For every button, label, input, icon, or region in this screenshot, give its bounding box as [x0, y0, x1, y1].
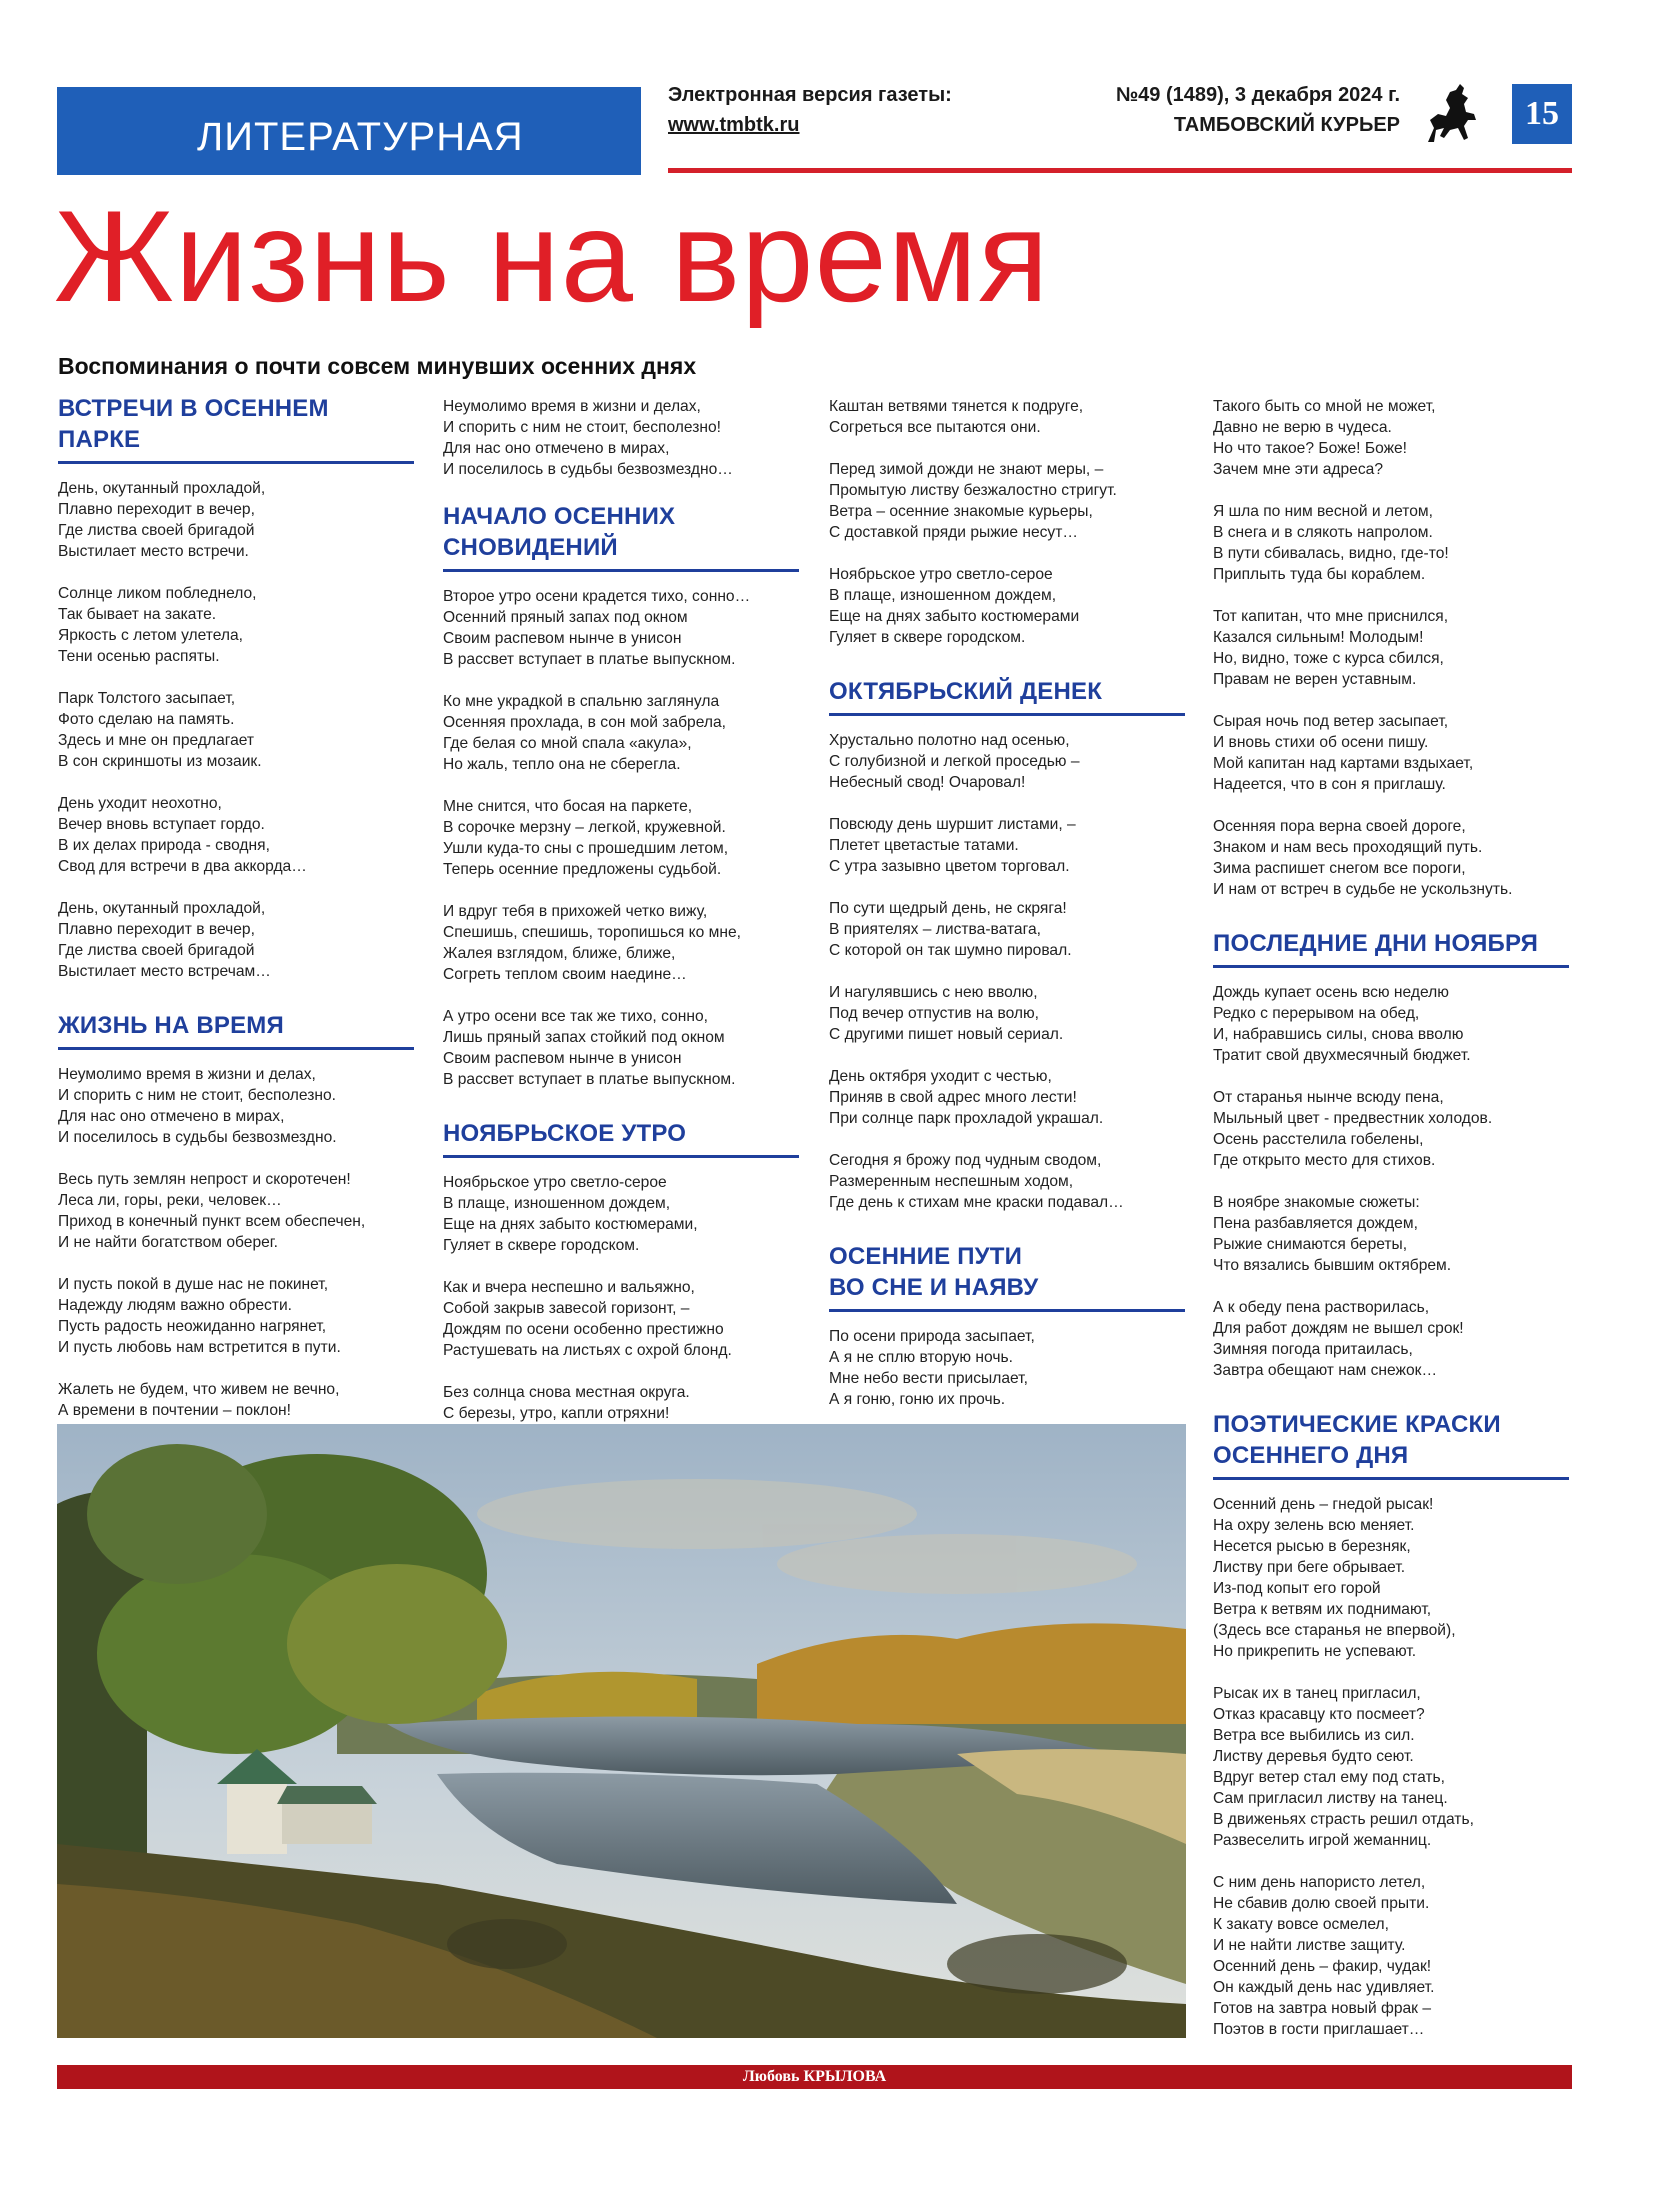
- stanza: Парк Толстого засыпает, Фото сделаю на память. Здесь и мне он предлагает В сон скриншоты из мозаик.: [58, 690, 262, 770]
- stanza: И вдруг тебя в прихожей четко вижу, Спешишь, спешишь, торопишься ко мне, Жалея взглядом, ближе, ближе, Согреть теплом своим наедине…: [443, 903, 742, 983]
- stanza: Осенний день – гнедой рысак! На охру зелень всю меняет. Несется рысью в березняк, Листву при беге обрывает. Из-под копыт его горой Ветра к ветвям их поднимают, (Здесь все старанья не впервой), Но прикрепить не успевают.: [1213, 1496, 1456, 1660]
- header-rule: [668, 168, 1572, 173]
- stanza: А утро осени все так же тихо, сонно, Лишь пряный запах стойкий под окном Своим распевом нынче в унисон В рассвет вступает в платье выпускном.: [443, 1008, 736, 1088]
- poem-heading: НОЯБРЬСКОЕ УТРО: [443, 1118, 799, 1158]
- stanza: Ноябрьское утро светло-серое В плаще, изношенном дождем, Еще на днях забыто костюмерами, Гуляет в сквере городском.: [443, 1174, 698, 1254]
- stanza: Без солнца снова местная округа. С березы, утро, капли отряхни!: [443, 1384, 690, 1422]
- column-4: [1213, 396, 1569, 2061]
- stanza: Осенняя пора верна своей дороге, Знаком и нам весь проходящий путь. Зима распишет снегом все пороги, И нам от встреч в судьбе не ускользнуть.: [1213, 818, 1513, 898]
- poem-heading: ВСТРЕЧИ В ОСЕННЕМ ПАРКЕ: [58, 393, 414, 464]
- horse-rider-logo-icon: [1420, 80, 1480, 150]
- section-banner: [57, 87, 641, 175]
- stanza: Неумолимо время в жизни и делах, И спорить с ним не стоит, бесполезно. Для нас оно отмечено в мирах, И поселилось в судьбы безвозмездно.: [58, 1066, 337, 1146]
- stanza: По сути щедрый день, не скряга! В приятелях – листва-ватага, С которой он так шумно пировал.: [829, 900, 1072, 959]
- stanza: День, окутанный прохладой, Плавно переходит в вечер, Где листва своей бригадой Выстилает место встречам…: [58, 900, 271, 980]
- page-title: Жизнь на время: [54, 183, 1050, 329]
- stanza: Такого быть со мной не может, Давно не верю в чудеса. Но что такое? Боже! Боже! Зачем мне эти адреса?: [1213, 398, 1436, 478]
- edition-label: Электронная версия газеты:: [668, 84, 952, 106]
- stanza: Ко мне украдкой в спальню заглянула Осенняя прохлада, в сон мой забрела, Где белая со мной спала «акула», Но жаль, тепло она не сберегла.: [443, 693, 726, 773]
- column-2: [443, 396, 799, 1445]
- stanza: Мне снится, что босая на паркете, В сорочке мерзну – легкой, кружевной. Ушли куда-то сны с прошедшим летом, Теперь осенние предложены судьбой.: [443, 798, 729, 878]
- site-link[interactable]: www.tmbtk.ru: [668, 114, 800, 136]
- stanza: И пусть покой в душе нас не покинет, Надежду людям важно обрести. Пусть радость неожиданно нагрянет, И пусть любовь нам встретится в пути.: [58, 1276, 341, 1356]
- stanza: Хрустально полотно над осенью, С голубизной и легкой проседью – Небесный свод! Очаровал!: [829, 732, 1080, 791]
- page-subtitle: Воспоминания о почти совсем минувших осенних днях: [58, 353, 697, 379]
- stanza: А к обеду пена растворилась, Для работ дождям не вышел срок! Зимняя погода притаилась, Завтра обещают нам снежок…: [1213, 1299, 1464, 1379]
- stanza: Рысак их в танец пригласил, Отказ красавцу кто посмеет? Ветра все выбились из сил. Листву деревья будто сеют. Вдруг ветер стал ему под стать, Сам пригласил листву на танец. В движеньях страсть решил отдать, Развеселить игрой жеманниц.: [1213, 1685, 1474, 1849]
- stanza: Перед зимой дожди не знают меры, – Промытую листву безжалостно стригут. Ветра – осенние знакомые курьеры, С доставкой пряди рыжие несут…: [829, 461, 1117, 541]
- poem-heading: ПОЭТИЧЕСКИЕ КРАСКИ ОСЕННЕГО ДНЯ: [1213, 1409, 1569, 1480]
- stanza: От старанья нынче всюду пена, Мыльный цвет - предвестник холодов. Осень расстелила гобелены, Где открыто место для стихов.: [1213, 1089, 1493, 1169]
- stanza: В ноябре знакомые сюжеты: Пена разбавляется дождем, Рыжие снимаются береты, Что вязались бывшим октябрем.: [1213, 1194, 1452, 1274]
- stanza: Солнце ликом побледнело, Так бывает на закате. Яркость с летом улетела, Тени осенью распяты.: [58, 585, 257, 665]
- poem-heading: ОКТЯБРЬСКИЙ ДЕНЕК: [829, 676, 1185, 716]
- stanza: День уходит неохотно, Вечер вновь вступает гордо. В их делах природа - сводня, Свод для встречи в два аккорда…: [58, 795, 307, 875]
- page-number: 15: [1512, 84, 1572, 144]
- issue-info: №49 (1489), 3 декабря 2024 г.: [1115, 84, 1400, 106]
- author-name: Любовь КРЫЛОВА: [742, 2068, 887, 2085]
- stanza: Весь путь землян непрост и скоротечен! Леса ли, горы, реки, человек… Приход в конечный пункт всем обеспечен, И не найти богатством оберег.: [58, 1171, 366, 1251]
- poem-heading: НАЧАЛО ОСЕННИХ СНОВИДЕНИЙ: [443, 501, 799, 572]
- stanza: Второе утро осени крадется тихо, сонно… Осенний пряный запах под окном Своим распевом нынче в унисон В рассвет вступает в платье выпускном.: [443, 588, 751, 668]
- stanza: По осени природа засыпает, А я не сплю вторую ночь. Мне небо вести присылает, А я гоню, гоню их прочь.: [829, 1328, 1035, 1408]
- stanza: И нагулявшись с нею вволю, Под вечер отпустив на волю, С другими пишет новый сериал.: [829, 984, 1064, 1043]
- stanza: Я шла по ним весной и летом, В снега и в слякоть напролом. В пути сбивалась, видно, где-то! Приплыть туда бы кораблем.: [1213, 503, 1449, 583]
- autumn-river-photo: [57, 1424, 1186, 2038]
- section-name: ЛИТЕРАТУРНАЯ: [197, 115, 524, 159]
- stanza: Ноябрьское утро светло-серое В плаще, изношенном дождем, Еще на днях забыто костюмерами Гуляет в сквере городском.: [829, 566, 1080, 646]
- stanza: Неумолимо время в жизни и делах, И спорить с ним не стоит, бесполезно! Для нас оно отмечено в мирах, И поселилось в судьбы безвозмездно…: [443, 398, 733, 478]
- poem-heading: ПОСЛЕДНИЕ ДНИ НОЯБРЯ: [1213, 928, 1569, 968]
- poem-heading: ОСЕННИЕ ПУТИ ВО СНЕ И НАЯВУ: [829, 1241, 1185, 1312]
- stanza: Сегодня я брожу под чудным сводом, Размеренным неспешным ходом, Где день к стихам мне краски подавал…: [829, 1152, 1124, 1211]
- stanza: Повсюду день шуршит листами, – Плетет цветастые татами. С утра зазывно цветом торговал.: [829, 816, 1076, 875]
- stanza: Тот капитан, что мне приснился, Казался сильным! Молодым! Но, видно, тоже с курса сбился, Правам не верен уставным.: [1213, 608, 1449, 688]
- stanza: Как и вчера неспешно и вальяжно, Собой закрыв завесой горизонт, – Дождям по осени особенно престижно Растушевать на листьях с охрой блонд.: [443, 1279, 732, 1359]
- stanza: Жалеть не будем, что живем не вечно, А времени в почтении – поклон!: [58, 1381, 340, 1419]
- stanza: День, окутанный прохладой, Плавно переходит в вечер, Где листва своей бригадой Выстилает место встречи.: [58, 480, 266, 560]
- publication-name: ТАМБОВСКИЙ КУРЬЕР: [1173, 114, 1400, 136]
- poem-heading: ЖИЗНЬ НА ВРЕМЯ: [58, 1010, 414, 1050]
- stanza: Сырая ночь под ветер засыпает, И вновь стихи об осени пишу. Мой капитан над картами вздыхает, Надеется, что в сон я приглашу.: [1213, 713, 1474, 793]
- column-3: [829, 396, 1185, 1431]
- stanza: Дождь купает осень всю неделю Редко с перерывом на обед, И, набравшись силы, снова вволю Тратит свой двухмесячный бюджет.: [1213, 984, 1471, 1064]
- stanza: С ним день напористо летел, Не сбавив долю своей прыти. К закату вовсе осмелел, И не найти листве защиту. Осенний день – факир, чудак! Он каждый день нас удивляет. Готов на завтра новый фрак – Поэтов в гости приглашает…: [1213, 1874, 1435, 2038]
- column-1: [58, 393, 414, 1484]
- stanza: Каштан ветвями тянется к подруге, Согреться все пытаются они.: [829, 398, 1084, 436]
- stanza: День октября уходит с честью, Приняв в свой адрес много лести! При солнце парк прохладой украшал.: [829, 1068, 1104, 1127]
